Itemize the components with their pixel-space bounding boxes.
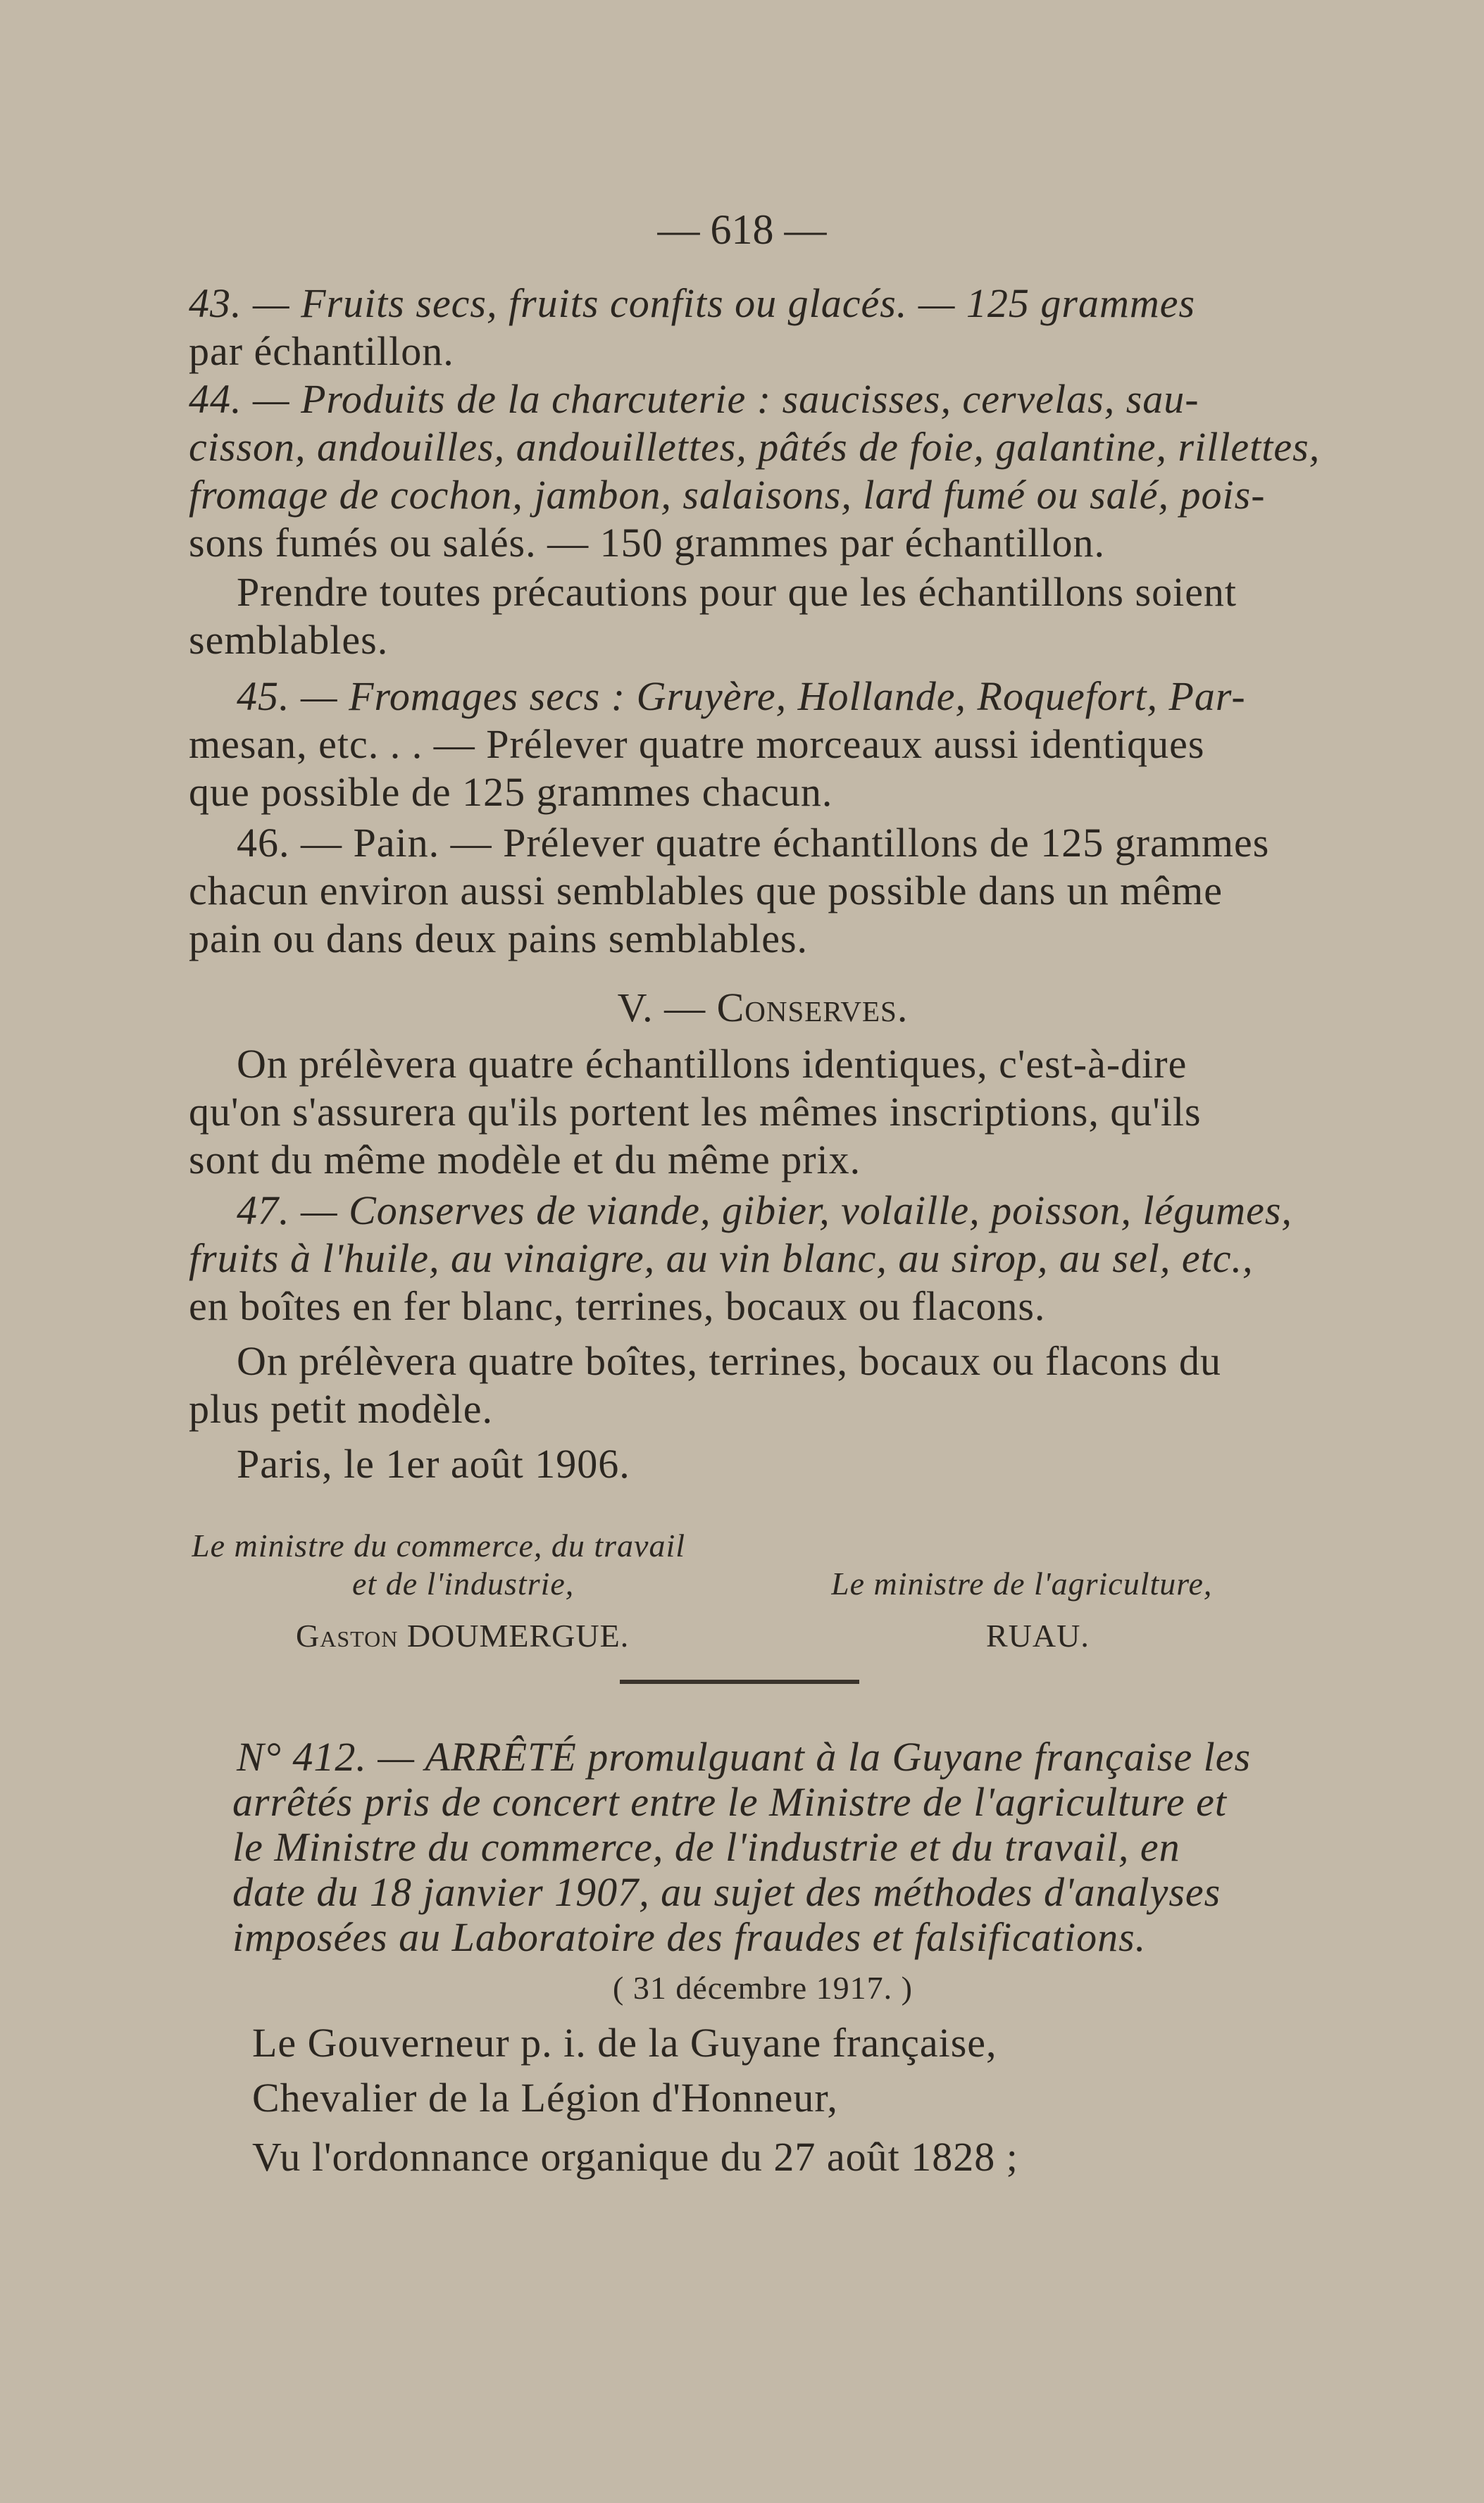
signature-right-title: Le ministre de l'agriculture, xyxy=(831,1566,1213,1602)
decree-heading-line: date du 18 janvier 1907, au sujet des méthodes d'analyses xyxy=(232,1869,1221,1915)
text-line: qu'on s'assurera qu'ils portent les mêmes inscriptions, qu'ils xyxy=(189,1089,1202,1135)
text-line: pain ou dans deux pains semblables. xyxy=(189,916,809,961)
page-number: — 618 — xyxy=(657,206,827,253)
text-line: que possible de 125 grammes chacun. xyxy=(189,769,833,815)
governor-line: Chevalier de la Légion d'Honneur, xyxy=(252,2075,838,2121)
text-line: 45. — Fromages secs : Gruyère, Hollande, Roquefort, Par- xyxy=(237,673,1246,719)
decree-heading-line: arrêtés pris de concert entre le Ministre de l'agriculture et xyxy=(232,1779,1227,1825)
text-line: 44. — Produits de la charcuterie : saucisses, cervelas, sau- xyxy=(189,376,1199,422)
text-line: fruits à l'huile, au vinaigre, au vin blanc, au sirop, au sel, etc., xyxy=(189,1235,1254,1281)
text-line: Prendre toutes précautions pour que les échantillons soient xyxy=(237,569,1237,615)
decree-heading-line: imposées au Laboratoire des fraudes et falsifications. xyxy=(232,1914,1147,1960)
text-line: On prélèvera quatre boîtes, terrines, bocaux ou flacons du xyxy=(237,1338,1221,1384)
text-line: plus petit modèle. xyxy=(189,1386,493,1432)
date-line: Paris, le 1er août 1906. xyxy=(237,1441,630,1487)
signature-left-title: et de l'industrie, xyxy=(352,1566,575,1602)
signature-left-title: Le ministre du commerce, du travail xyxy=(192,1528,686,1563)
text-line: 43. — Fruits secs, fruits confits ou glacés. — 125 grammes xyxy=(189,280,1196,326)
signature-right-name: RUAU. xyxy=(986,1618,1090,1654)
text-line: par échantillon. xyxy=(189,328,454,374)
text-line: cisson, andouilles, andouillettes, pâtés de foie, galantine, rillettes, xyxy=(189,424,1321,470)
signature-left-name: Gaston DOUMERGUE. xyxy=(296,1618,630,1654)
text-line: en boîtes en fer blanc, terrines, bocaux ou flacons. xyxy=(189,1283,1046,1329)
text-line: semblables. xyxy=(189,617,389,663)
text-line: sont du même modèle et du même prix. xyxy=(189,1137,861,1182)
text-line: fromage de cochon, jambon, salaisons, lard fumé ou salé, pois- xyxy=(189,472,1266,518)
decree-date: ( 31 décembre 1917. ) xyxy=(613,1970,913,2006)
divider-rule xyxy=(620,1680,859,1684)
governor-line: Le Gouverneur p. i. de la Guyane française, xyxy=(252,2020,997,2066)
text-line: mesan, etc. . . — Prélever quatre morceaux aussi identiques xyxy=(189,721,1205,767)
text-line: sons fumés ou salés. — 150 grammes par échantillon. xyxy=(189,520,1105,566)
governor-line: Vu l'ordonnance organique du 27 août 1828 ; xyxy=(252,2134,1018,2180)
text-line: 46. — Pain. — Prélever quatre échantillons de 125 grammes xyxy=(237,820,1270,866)
text-line: On prélèvera quatre échantillons identiques, c'est-à-dire xyxy=(237,1041,1187,1087)
decree-heading-line: le Ministre du commerce, de l'industrie et du travail, en xyxy=(232,1824,1180,1870)
section-heading: V. — Conserves. xyxy=(617,985,909,1030)
text-line: 47. — Conserves de viande, gibier, volaille, poisson, légumes, xyxy=(237,1187,1292,1233)
text-line: chacun environ aussi semblables que possible dans un même xyxy=(189,868,1223,913)
decree-heading-line: N° 412. — ARRÊTÉ promulguant à la Guyane française les xyxy=(237,1734,1252,1780)
